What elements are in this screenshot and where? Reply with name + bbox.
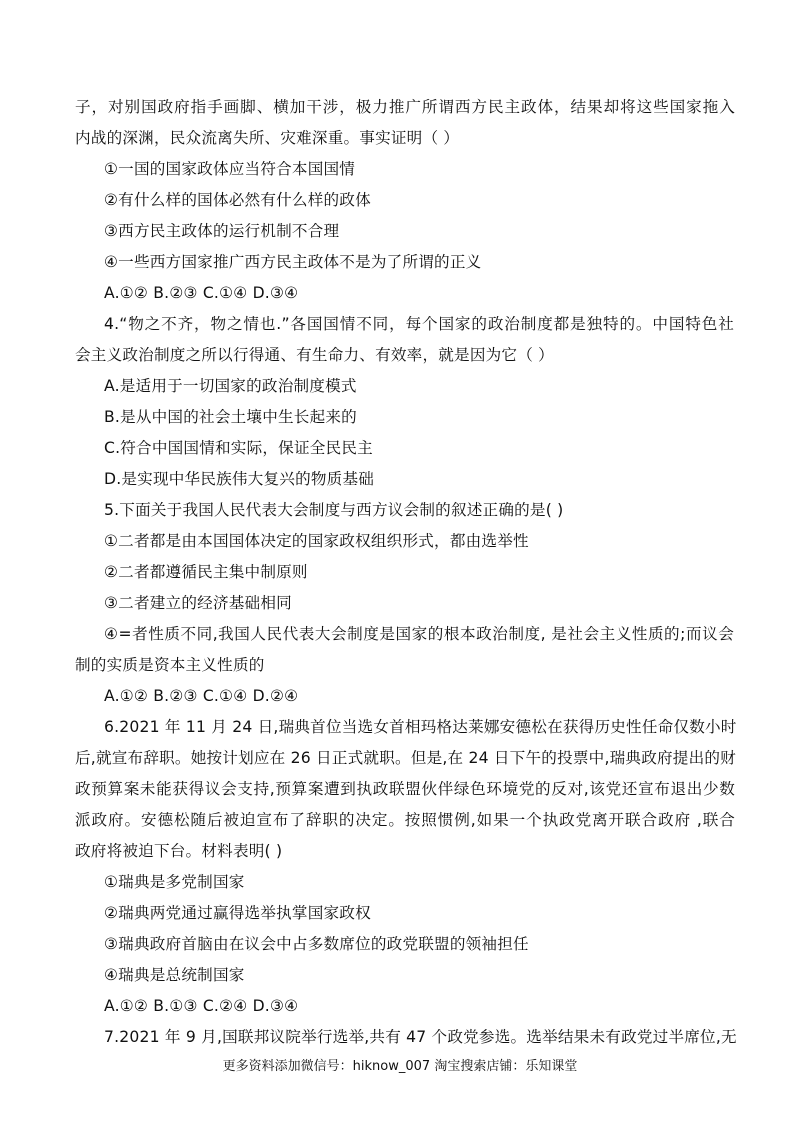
option-line: ①一国的国家政体应当符合本国国情	[104, 160, 356, 178]
option-line: ①二者都是由本国国体决定的国家政权组织形式，都由选举性	[104, 532, 529, 550]
option-line: ④=者性质不同,我国人民代表大会制度是国家的根本政治制度, 是社会主义性质的;而议会	[104, 625, 734, 643]
text-line: 内战的深渊，民众流离失所、灾难深重。事实证明（ ）	[75, 129, 460, 147]
text-line: 会主义政治制度之所以行得通、有生命力、有效率，就是因为它（ ）	[75, 346, 554, 364]
text-line: 派政府。安德松随后被迫宣布了辞职的决定。按照惯例,如果一个执政党离开联合政府 ,联合	[75, 811, 735, 829]
option-line: B.是从中国的社会土壤中生长起来的	[104, 408, 357, 426]
option-line: C.符合中国国情和实际，保证全民民主	[104, 439, 373, 457]
option-line: D.是实现中华民族伟大复兴的物质基础	[104, 470, 375, 488]
question-4-stem: 4.“物之不齐，物之情也.”各国国情不同，每个国家的政治制度都是独特的。中国特色社	[104, 315, 734, 333]
text-line: 子，对别国政府指手画脚、横加干涉，极力推广所谓西方民主政体，结果却将这些国家拖入	[75, 98, 735, 116]
text-line: 后,就宣布辞职。她按计划应在 26 日正式就职。但是,在 24 日下午的投票中,瑞典政府提出的财	[75, 749, 736, 767]
text-line: 政府将被迫下台。材料表明( )	[75, 842, 283, 860]
option-line: ④一些西方国家推广西方民主政体不是为了所谓的正义	[104, 253, 482, 271]
option-line: ③二者建立的经济基础相同	[104, 594, 292, 612]
question-7-stem: 7.2021 年 9 月,国联邦议院举行选举,共有 47 个政党参选。选举结果未有政党过半席位,无	[104, 1028, 737, 1046]
answer-choices: A.①② B.①③ C.②④ D.③④	[104, 997, 299, 1015]
option-line: ②瑞典两党通过赢得选举执掌国家政权	[104, 904, 371, 922]
page-footer: 更多资料添加微信号：hiknow_007 淘宝搜索店铺：乐知课堂	[222, 1059, 578, 1074]
answer-choices: A.①② B.②③ C.①④ D.③④	[104, 284, 299, 302]
option-line: ④瑞典是总统制国家	[104, 966, 245, 984]
question-5-stem: 5.下面关于我国人民代表大会制度与西方议会制的叙述正确的是( )	[104, 501, 564, 519]
text-line: 政预算案未能获得议会支持,预算案遭到执政联盟伙伴绿色环境党的反对,该党还宣布退出少数	[75, 780, 735, 798]
text-line: 制的实质是资本主义性质的	[75, 656, 265, 674]
option-line: ②二者都遵循民主集中制原则	[104, 563, 308, 581]
option-line: ①瑞典是多党制国家	[104, 873, 245, 891]
option-line: A.是适用于一切国家的政治制度模式	[104, 377, 357, 395]
question-6-stem: 6.2021 年 11 月 24 日,瑞典首位当选女首相玛格达莱娜安德松在获得历史性任命仅数小时	[104, 718, 737, 736]
option-line: ②有什么样的国体必然有什么样的政体	[104, 191, 371, 209]
option-line: ③瑞典政府首脑由在议会中占多数席位的政党联盟的领袖担任	[104, 935, 529, 953]
answer-choices: A.①② B.②③ C.①④ D.②④	[104, 687, 299, 705]
option-line: ③西方民主政体的运行机制不合理	[104, 222, 340, 240]
